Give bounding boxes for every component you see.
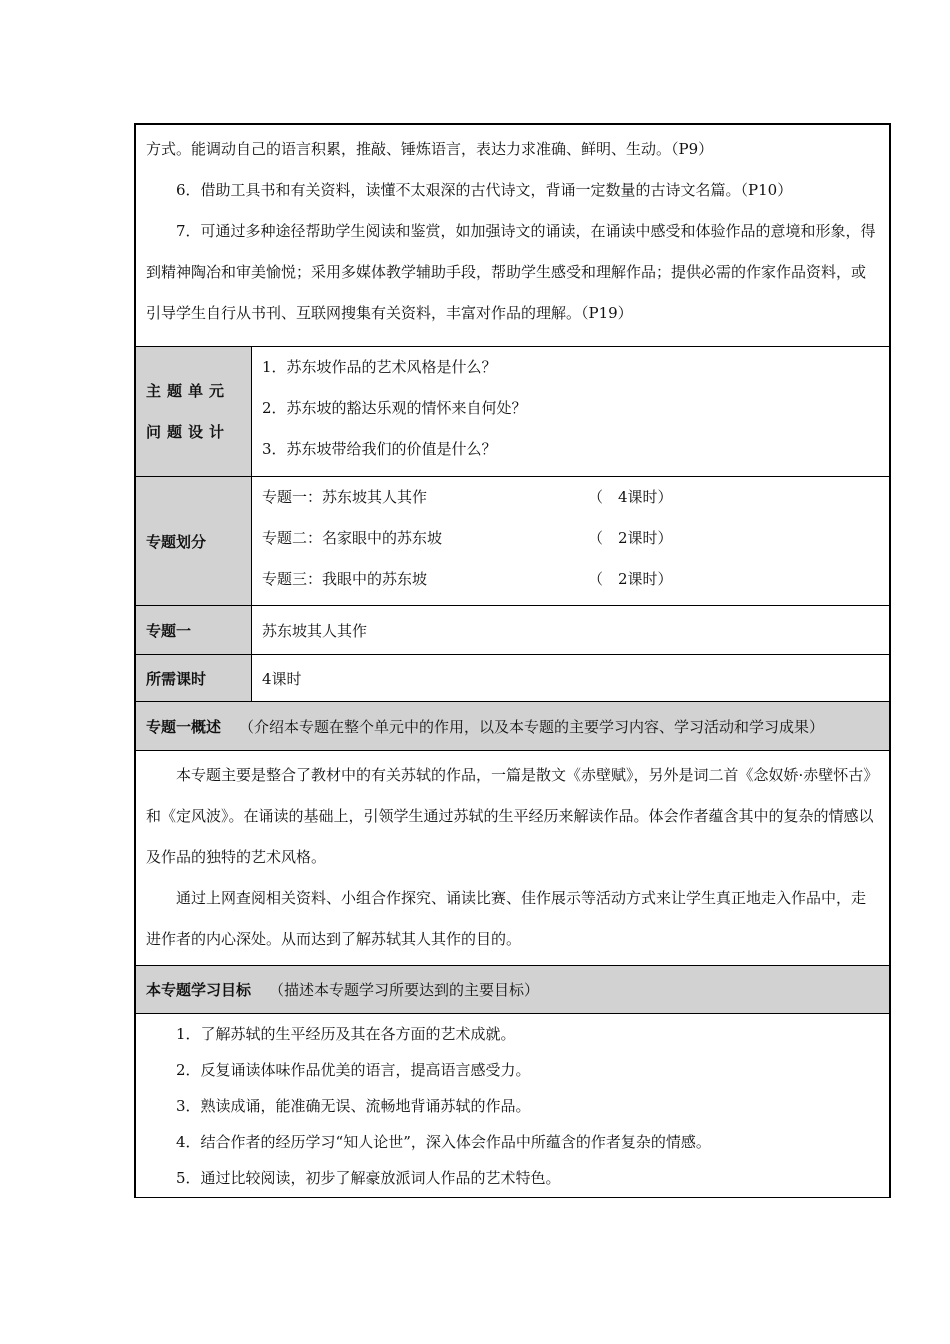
topic-item [262,559,879,600]
lesson-plan-table [134,123,891,1198]
overview-body [134,751,891,966]
goal-item: 5．通过比较阅读，初步了解豪放派词人作品的艺术特色。 [176,1169,561,1187]
overview-label: 专题一概述 [146,717,222,736]
curriculum-standard-excerpt [134,123,891,347]
topic-division-label: 专题划分 [136,477,252,605]
overview-paragraph: 本专题主要是整合了教材中的有关苏轼的作品，一篇是散文《赤壁赋》，另外是词二首《念奴娇·赤壁怀古》和《定风波》。在诵读的基础上，引领学生通过苏轼的生平经历来解读作品。体会作者蕴含其中的复杂的情感以及作品的独特的艺术风格。 [146,766,879,866]
topic-list [252,477,889,605]
topic-title: 专题一：苏东坡其人其作 [262,488,428,506]
topic-title: 专题二：名家眼中的苏东坡 [262,529,443,547]
topic-hours: （ 2课时） [588,570,673,588]
question-design-label: 主题单元问题设计 [136,347,252,476]
question-item: 3．苏东坡带给我们的价值是什么？ [262,440,497,458]
intro-line-3: 7．可通过多种途径帮助学生阅读和鉴赏，如加强诗文的诵读，在诵读中感受和体验作品的意境和形象，得到精神陶冶和审美愉悦；采用多媒体教学辅助手段，帮助学生感受和理解作品；提供必需的作家作品资料，或引导学生自行从书刊、互联网搜集有关资料，丰富对作品的理解。（P19） [146,222,876,322]
hours-needed-label: 所需课时 [136,655,252,701]
intro-line-1: 方式。能调动自己的语言积累，推敲、锤炼语言，表达力求准确、鲜明、生动。（P9） [146,140,714,158]
hours-needed-row [134,655,891,702]
question-list [252,347,889,476]
topic-one-row [134,606,891,655]
topic-one-label: 专题一 [136,606,252,654]
goal-item: 4．结合作者的经历学习“知人论世”，深入体会作品中所蕴含的作者复杂的情感。 [176,1133,711,1151]
question-item: 2．苏东坡的豁达乐观的情怀来自何处？ [262,399,527,417]
hours-needed-value: 4课时 [262,669,302,688]
goals-header [134,966,891,1014]
intro-line-2: 6．借助工具书和有关资料，读懂不太艰深的古代诗文，背诵一定数量的古诗文名篇。（P10） [176,181,793,199]
topic-hours: （ 2课时） [588,529,673,547]
question-item: 1．苏东坡作品的艺术风格是什么？ [262,358,497,376]
topic-item [262,477,879,518]
goal-item: 3．熟读成诵，能准确无误、流畅地背诵苏轼的作品。 [176,1097,531,1115]
goals-body [134,1014,891,1198]
topic-division-row [134,477,891,606]
goal-item: 1．了解苏轼的生平经历及其在各方面的艺术成就。 [176,1025,516,1043]
goals-hint: （描述本专题学习所要达到的主要目标） [269,981,540,999]
question-design-row [134,347,891,477]
topic-one-value: 苏东坡其人其作 [262,621,368,640]
topic-hours: （ 4课时） [588,488,673,506]
goals-label: 本专题学习目标 [146,981,252,999]
topic-item [262,518,879,559]
goal-item: 2．反复诵读体味作品优美的语言，提高语言感受力。 [176,1061,531,1079]
overview-hint: （介绍本专题在整个单元中的作用，以及本专题的主要学习内容、学习活动和学习成果） [239,717,825,736]
topic-title: 专题三：我眼中的苏东坡 [262,570,428,588]
overview-paragraph: 通过上网查阅相关资料、小组合作探究、诵读比赛、佳作展示等活动方式来让学生真正地走入作品中，走进作者的内心深处。从而达到了解苏轼其人其作的目的。 [146,889,867,948]
overview-header [134,702,891,751]
